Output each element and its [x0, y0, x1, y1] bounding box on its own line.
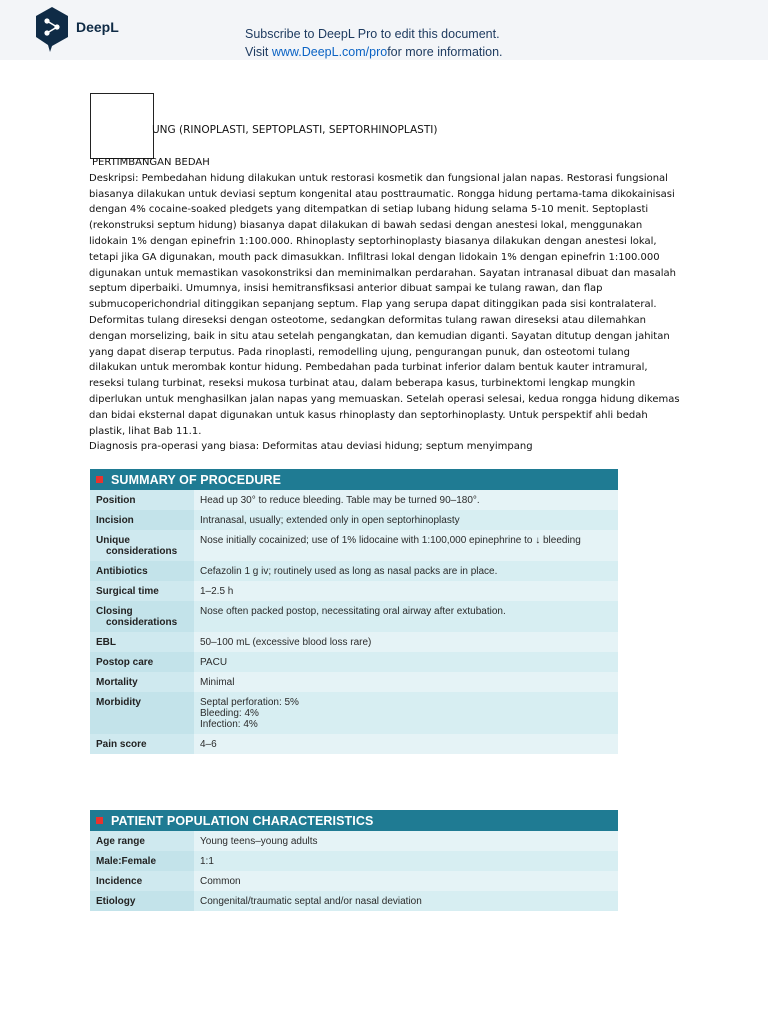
table-row: Male:Female 1:1: [90, 851, 618, 871]
deepl-logo-icon: [34, 6, 70, 52]
table-row: EBL 50–100 mL (excessive blood loss rare): [90, 632, 618, 652]
table-row: Antibiotics Cefazolin 1 g iv; routinely used as long as nasal packs are in place.: [90, 561, 618, 581]
patient-population-table: [90, 810, 618, 911]
table-row: Pain score 4–6: [90, 734, 618, 754]
subscribe-notice: [245, 26, 503, 61]
section-heading: PERTIMBANGAN BEDAH: [92, 157, 210, 168]
document-title: UNG (RINOPLASTI, SEPTOPLASTI, SEPTORHINOPLASTI): [152, 124, 438, 136]
table-row: Incision Intranasal, usually; extended only in open septorhinoplasty: [90, 510, 618, 530]
population-header: PATIENT POPULATION CHARACTERISTICS: [90, 810, 618, 831]
summary-header: SUMMARY OF PROCEDURE: [90, 469, 618, 490]
document-body: [89, 155, 681, 455]
square-marker-icon: [96, 817, 103, 824]
table-row: Closing considerations Nose often packed postop, necessitating oral airway after extubation.: [90, 601, 618, 632]
table-row: Morbidity Septal perforation: 5% Bleeding: 4% Infection: 4%: [90, 692, 618, 734]
table-row: Age range Young teens–young adults: [90, 831, 618, 851]
diagnosis-paragraph: Diagnosis pra-operasi yang biasa: Deformitas atau deviasi hidung; septum menyimpang: [89, 441, 533, 453]
table-row: Position Head up 30° to reduce bleeding. Table may be turned 90–180°.: [90, 490, 618, 510]
table-row: Etiology Congenital/traumatic septal and/or nasal deviation: [90, 891, 618, 911]
summary-of-procedure-table: [90, 469, 618, 754]
table-row: Surgical time 1–2.5 h: [90, 581, 618, 601]
visit-prefix: Visit: [245, 45, 272, 59]
table-row: Unique considerations Nose initially cocainized; use of 1% lidocaine with 1:100,000 epinephrine to ↓ bleeding: [90, 530, 618, 561]
square-marker-icon: [96, 476, 103, 483]
deepl-banner: [0, 0, 768, 60]
table-row: Postop care PACU: [90, 652, 618, 672]
brand-name: DeepL: [76, 19, 119, 35]
description-paragraph: Deskripsi: Pembedahan hidung dilakukan untuk restorasi kosmetik dan fungsional jalan napas. Restorasi fungsional biasanya dilakukan untuk deviasi septum kongenital atau posttraumatic. Rongga hidung pertama-tama dikokainisasi dengan 4% cocaine-soaked pledgets yang ditempatkan di setiap lubang hidung selama 5-10 menit. Septoplasti (rekonstruksi septum hidung) biasanya dapat dilakukan di bawah sedasi dengan anestesi lokal, menggunakan lidokain 1% dengan epinefrin 1:100.000. Rhinoplasty septorhinoplasty biasanya dilakukan dengan anestesi lokal, tetapi jika GA digunakan, mouth pack dimasukkan. Infiltrasi lokal dengan lidokain 1% dengan epinefrin 1:100.000 digunakan untuk memastikan vasokonstriksi dan meminimalkan perdarahan. Sayatan intranasal dibuat dan masalah septum diperbaiki. Umumnya, insisi hemitransfiksasi anterior dibuat sampai ke tulang rawan, dan flap submucoperichondrial ditinggikan sepanjang septum. Flap yang serupa dapat ditinggikan pada sisi kontralateral. Deformitas tulang direseksi dengan osteotome, sedangkan deformitas tulang rawan direseksi atau dilemahkan dengan morselizing, baik in situ atau setelah pengangkatan, dan kemudian diganti. Sayatan ditutup dengan jahitan yang dapat diserap terputus. Pada rinoplasti, remodelling ujung, pengurangan punuk, dan osteotomi tulang dilakukan untuk merombak kontur hidung. Pembedahan pada turbinat inferior dalam bentuk kauter intramural, reseksi tulang turbinat, reseksi mukosa turbinat atau, dalam beberapa kasus, turbinektomi lengkap mungkin diperlukan untuk menghasilkan jalan napas yang memuaskan. Setelah operasi selesai, kedua rongga hidung dikemas dan bidai eksternal dapat digunakan untuk kasus rhinoplasty dan septorhinoplasty. Untuk perspektif ahli bedah plastik, lihat Bab 11.1.: [89, 172, 680, 437]
deepl-pro-link[interactable]: www.DeepL.com/pro: [271, 45, 388, 59]
table-row: Mortality Minimal: [90, 672, 618, 692]
subscribe-line: Subscribe to DeepL Pro to edit this document.: [245, 27, 500, 41]
table-row: Incidence Common: [90, 871, 618, 891]
visit-suffix: for more information.: [387, 45, 503, 59]
